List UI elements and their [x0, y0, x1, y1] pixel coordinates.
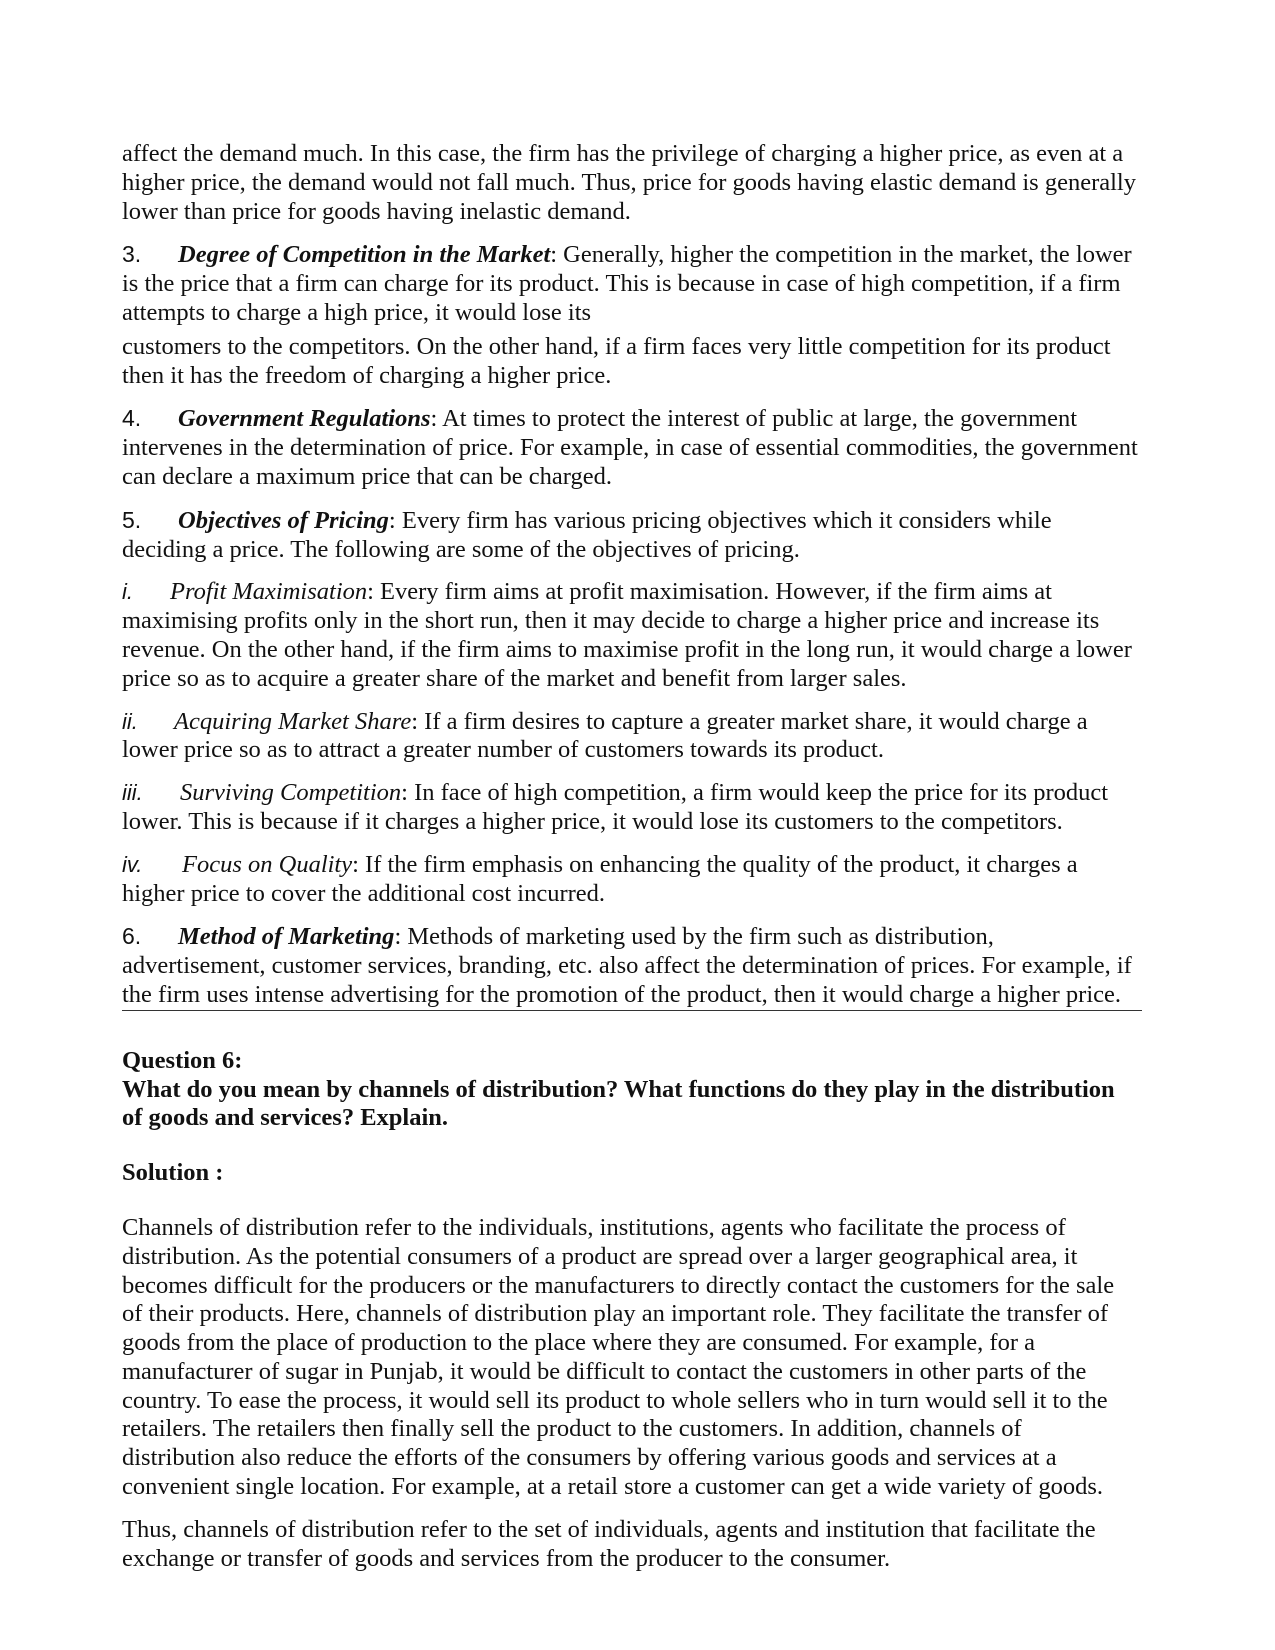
objective-title: Acquiring Market Share — [174, 707, 412, 735]
solution-paragraph-2: Thus, channels of distribution refer to the set of individuals, agents and institution that facilitate the exchange or transfer of goods and services from the producer to the consumer. — [122, 1515, 1096, 1572]
objective-ii-paragraph — [122, 708, 1140, 766]
factor-title: Objectives of Pricing — [178, 506, 389, 534]
objective-i-paragraph — [122, 578, 1140, 693]
factor-3-continuation: customers to the competitors. On the other hand, if a firm faces very little competition for its product then it has the freedom of charging a higher price. — [122, 332, 1111, 389]
objective-text: : Every firm aims at profit maximisation. However, if the firm aims at maximising profits only in the short run, then it may decide to charge a higher price and increase its revenue. On the other hand, if the firm aims to maximise profit in the long run, it would charge a lower price so as to acquire a greater share of the market and benefit from larger sales. — [122, 578, 1132, 692]
factor-text: : At times to protect the interest of public at large, the government intervenes in the determination of price. For example, in case of essential commodities, the government can declare a maximum price that can be charged. — [122, 405, 1138, 490]
factor-number: 3. — [122, 241, 142, 268]
objective-title: Surviving Competition — [180, 779, 402, 807]
factor-4-paragraph — [122, 404, 1140, 491]
factor-5-paragraph — [122, 506, 1140, 565]
factor-title: Government Regulations — [178, 405, 431, 433]
document-page — [122, 140, 1140, 1587]
objective-text: : If a firm desires to capture a greater market share, it would charge a lower price so as to attract a greater number of customers towards its product. — [122, 707, 1088, 764]
objective-iv-paragraph — [122, 851, 1140, 909]
objective-title: Focus on Quality — [182, 850, 353, 878]
factor-3-paragraph — [122, 240, 1140, 327]
objective-title: Profit Maximisation — [170, 578, 368, 606]
factor-number: 6. — [122, 923, 142, 950]
objective-number: i. — [122, 579, 133, 605]
factor-title: Method of Marketing — [178, 923, 395, 951]
factor-text: : Every firm has various pricing objectives which it considers while deciding a price. The following are some of the objectives of pricing. — [122, 506, 1052, 563]
factor-number: 4. — [122, 405, 142, 432]
factor-text: : Methods of marketing used by the firm such as distribution, advertisement, customer services, branding, etc. also affect the determination of prices. For example, if the firm uses intense advertising for the promotion of the product, then it would charge a higher price. — [122, 923, 1132, 1008]
objective-number: iii. — [122, 780, 143, 806]
question-text: What do you mean by channels of distribution? What functions do they play in the distribution of goods and services? Explain. — [122, 1075, 1115, 1132]
objective-number: iv. — [122, 851, 143, 877]
factor-6-paragraph — [122, 922, 1140, 1009]
question-label: Question 6: — [122, 1046, 243, 1074]
objective-text: : In face of high competition, a firm would keep the price for its product lower. This is because if it charges a higher price, it would lose its customers to the competitors. — [122, 779, 1109, 835]
factor-number: 5. — [122, 506, 142, 533]
solution-label: Solution : — [122, 1159, 224, 1187]
objective-iii-paragraph — [122, 779, 1140, 837]
objective-number: ii. — [122, 708, 138, 734]
objective-text: : If the firm emphasis on enhancing the quality of the product, it charges a higher price to cover the additional cost incurred. — [122, 850, 1078, 907]
section-divider — [122, 1010, 1142, 1011]
factor-title: Degree of Competition in the Market — [178, 241, 551, 269]
factor-text: : Generally, higher the competition in the market, the lower is the price that a firm can charge for its product. This is because in case of high competition, if a firm attempts to charge a high price, it would lose its — [122, 241, 1132, 326]
solution-paragraph-1: Channels of distribution refer to the individuals, institutions, agents who facilitate the process of distribution. As the potential consumers of a product are spread over a larger geographical area, it becomes difficult for the producers or the manufacturers to directly contact the customers for the sale of their products. Here, channels of distribution play an important role. They facilitate the transfer of goods from the place of production to the place where they are consumed. For example, for a manufacturer of sugar in Punjab, it would be difficult to contact the customers in other parts of the country. To ease the process, it would sell its product to whole sellers who in turn would sell it to the retailers. The retailers then finally sell the product to the customers. In addition, channels of distribution also reduce the efforts of the consumers by offering various goods and services at a convenient single location. For example, at a retail store a customer can get a wide variety of goods. — [122, 1213, 1115, 1501]
intro-paragraph: affect the demand much. In this case, the firm has the privilege of charging a higher price, as even at a higher price, the demand would not fall much. Thus, price for goods having elastic demand is generally lower than price for goods having inelastic demand. — [122, 140, 1136, 225]
